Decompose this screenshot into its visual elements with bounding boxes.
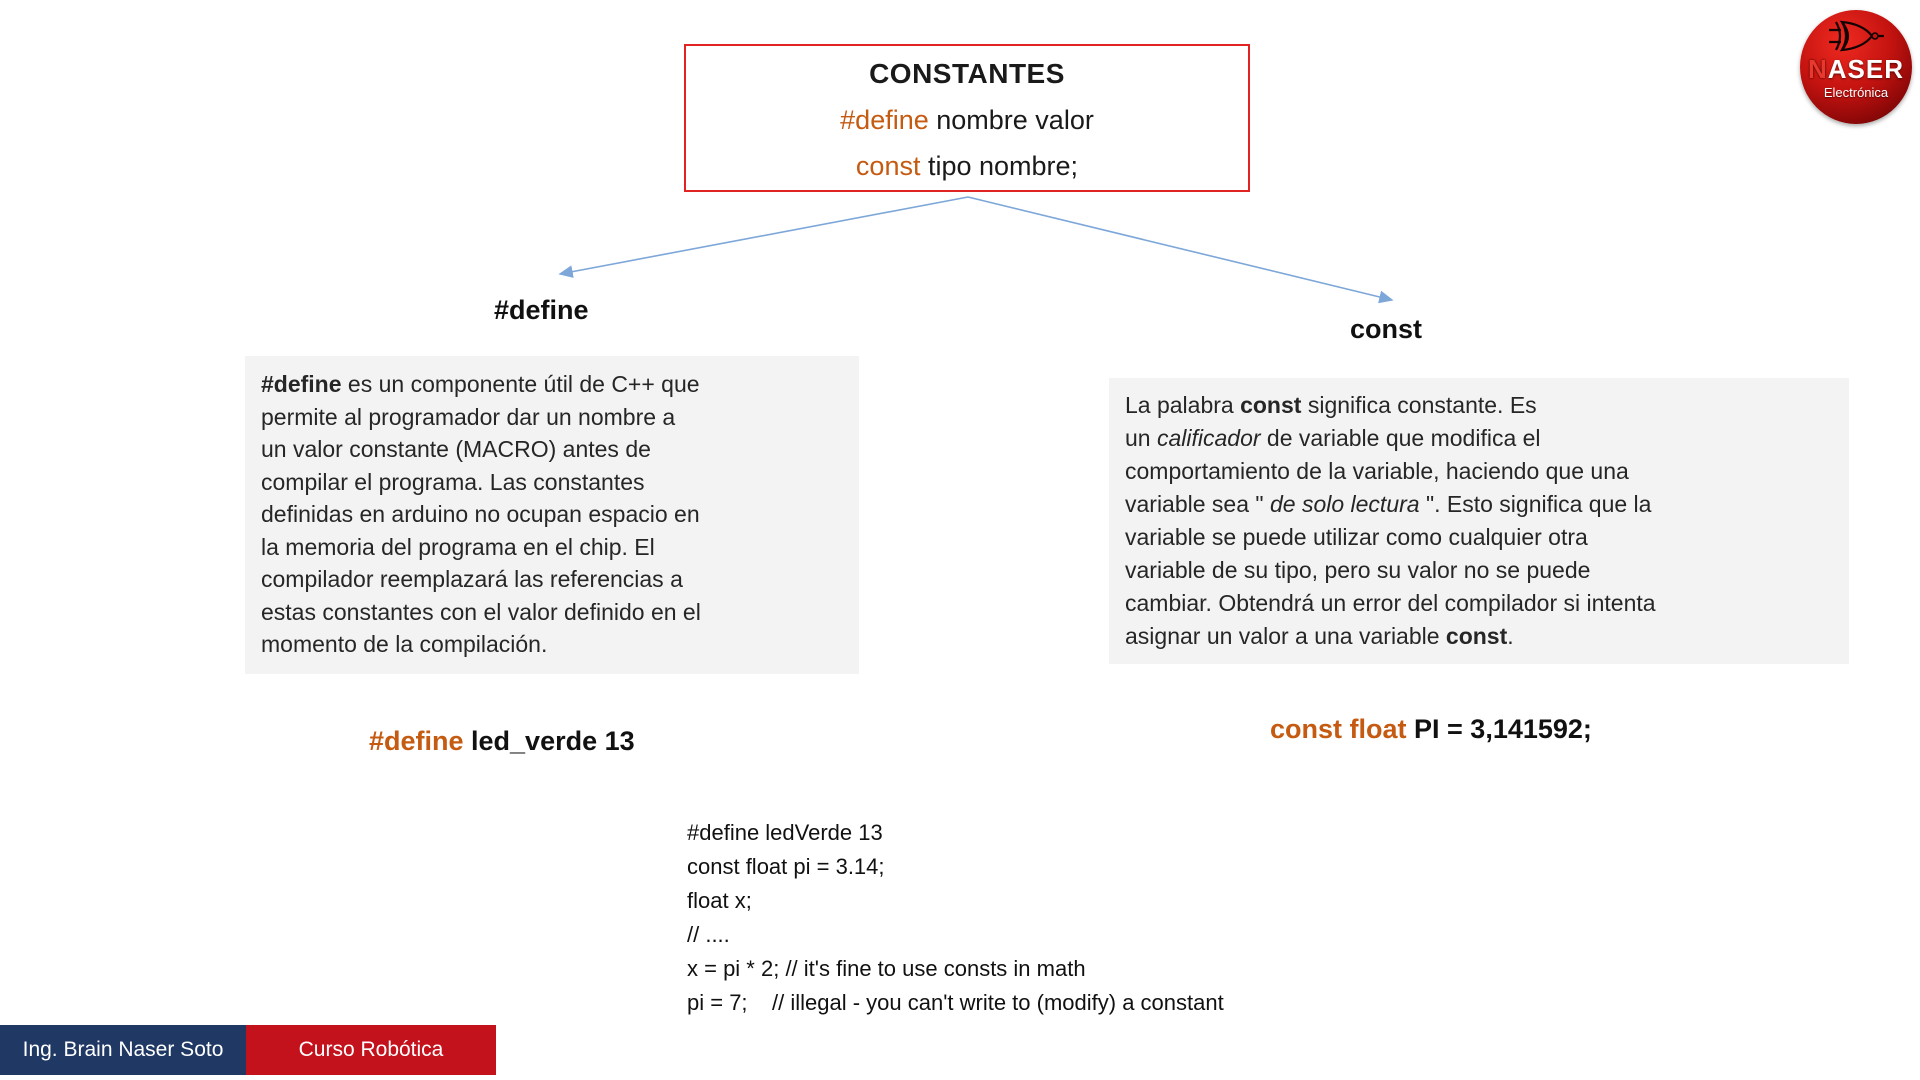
syntax-line-const bbox=[686, 143, 1248, 189]
footer-course-label: Curso Robótica bbox=[298, 1038, 444, 1061]
logo-subtitle: Electrónica bbox=[1823, 85, 1889, 100]
define-keyword: #define bbox=[840, 105, 929, 135]
logo-brand-rest: ASER bbox=[1827, 54, 1905, 84]
const-syntax-rest: tipo nombre; bbox=[920, 151, 1079, 181]
footer-author-label: Ing. Brain Naser Soto bbox=[22, 1038, 224, 1061]
define-description: #define es un componente útil de C++ que permite al programador dar un nombre a un valor constante (MACRO) antes de compilar el programa. Las constantes definidas en arduino no ocupan espacio en la memoria del programa en el chip. El compilador reemplazará las referencias a estas constantes con el valor definido en el momento de la compilación. bbox=[245, 356, 859, 674]
const-example-keyword: const float bbox=[1270, 714, 1407, 744]
arrow-to-const bbox=[968, 197, 1392, 300]
slide-title: CONSTANTES bbox=[869, 58, 1065, 89]
define-example-keyword: #define bbox=[369, 726, 464, 756]
const-example bbox=[1270, 714, 1592, 745]
define-branch-heading: #define bbox=[494, 295, 589, 325]
logo-brand-text bbox=[1800, 54, 1912, 84]
naser-electronica-logo bbox=[1800, 10, 1912, 124]
arrow-to-define bbox=[560, 197, 968, 274]
const-description: La palabra const significa constante. Es un calificador de variable que modifica el comportamiento de la variable, haciendo que una variable sea " de solo lectura ". Esto significa que la variable se puede utilizar como cualquier otra variable de su tipo, pero su valor no se puede cambiar. Obtendrá un error del compilador si intenta asignar un valor a una variable const. bbox=[1109, 378, 1849, 664]
footer-course-badge bbox=[246, 1025, 496, 1075]
define-syntax-rest: nombre valor bbox=[928, 105, 1094, 135]
define-example-rest: led_verde 13 bbox=[463, 726, 635, 756]
logo-brand-first-letter: N bbox=[1807, 54, 1828, 84]
const-keyword: const bbox=[855, 151, 921, 181]
const-branch-heading: const bbox=[1350, 314, 1423, 344]
footer-author-badge bbox=[0, 1025, 246, 1075]
syntax-line-define bbox=[686, 97, 1248, 143]
code-sample: #define ledVerde 13 const float pi = 3.14; float x; // .... x = pi * 2; // it's fine to use consts in math pi = 7; // illegal - you can't write to (modify) a constant bbox=[687, 820, 1224, 1015]
const-example-rest: PI = 3,141592; bbox=[1406, 714, 1592, 744]
define-example bbox=[369, 726, 635, 757]
xor-gate-icon bbox=[1825, 18, 1887, 54]
title-box bbox=[684, 44, 1250, 192]
